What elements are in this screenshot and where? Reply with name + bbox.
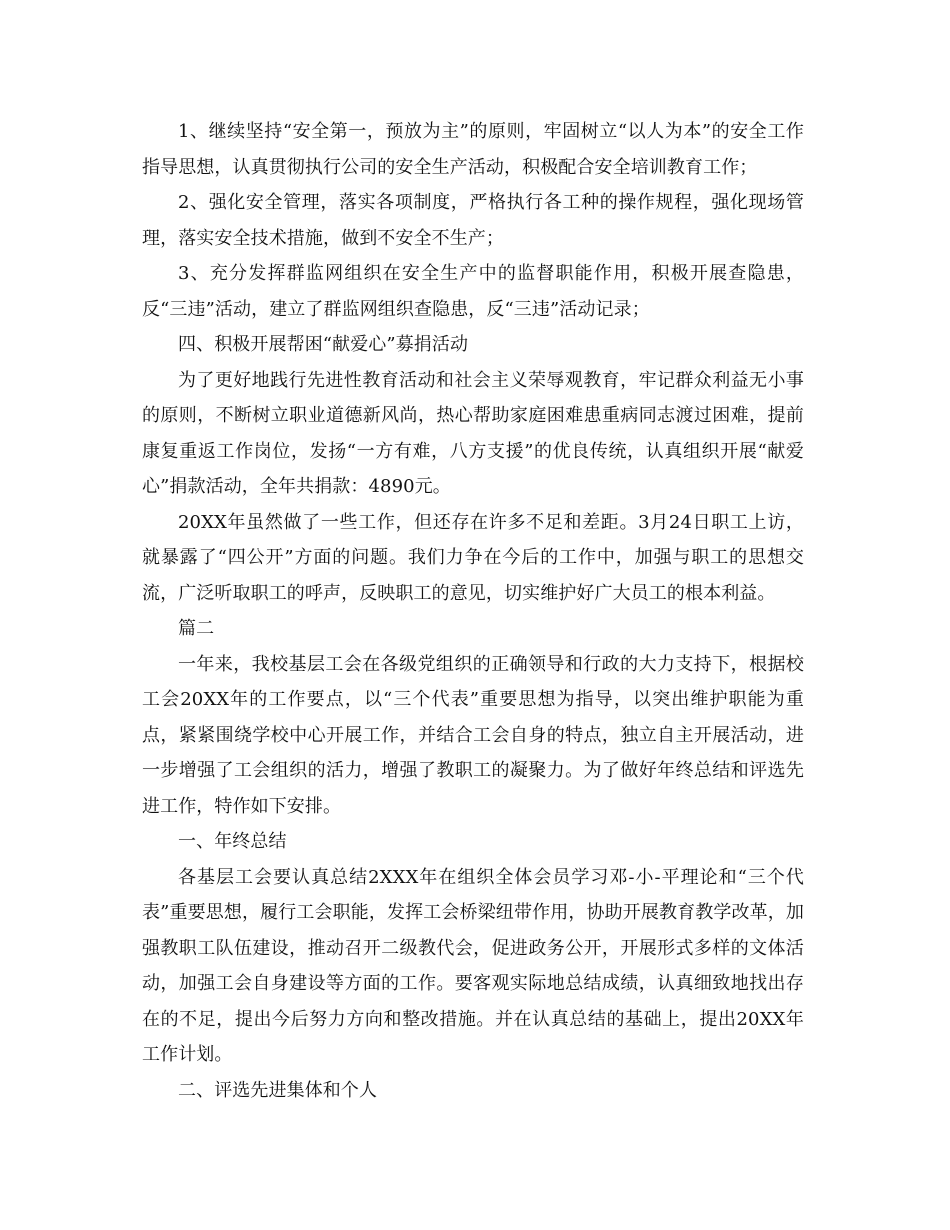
paragraph-summary-requirements: 各基层工会要认真总结2XXX年在组织全体会员学习邓-小-平理论和“三个代表”重要思想，履行工会职能，发挥工会桥梁纽带作用，协助开展教育教学改革，加强教职工队伍建设，推动召开二级教代会，促进政务公开，开展形式多样的文体活动，加强工会自身建设等方面的工作。要客观实际地总结成绩，认真细致地找出存在的不足，提出今后努力方向和整改措施。并在认真总结的基础上，提出20XX年工作计划。 <box>142 866 804 1065</box>
paragraph-safety-principle: 1、继续坚持“安全第一，预放为主”的原则，牢固树立“以人为本”的安全工作指导思想，认真贯彻执行公司的安全生产活动，积极配合安全培训教育工作； <box>142 121 804 178</box>
section-heading-year-end-summary: 一、年终总结 <box>178 831 287 852</box>
document-body <box>142 114 804 1108</box>
section-heading-selection: 二、评选先进集体和个人 <box>178 1079 378 1101</box>
section-heading-donation: 四、积极开展帮困“献爱心”募捐活动 <box>178 334 469 355</box>
paragraph-donation-activity: 为了更好地践行先进性教育活动和社会主义荣辱观教育，牢记群众利益无小事的原则，不断树立职业道德新风尚，热心帮助家庭困难患重病同志渡过困难，提前康复重返工作岗位，发扬“一方有难，八方支援”的优良传统，认真组织开展“献爱心”捐款活动，全年共捐款：4890元。 <box>142 369 804 497</box>
paragraph-safety-management: 2、强化安全管理，落实各项制度，严格执行各工种的操作规程，强化现场管理，落实安全技术措施，做到不安全不生产； <box>142 192 804 249</box>
part-heading-chapter-two: 篇二 <box>178 618 215 639</box>
paragraph-supervision-network: 3、充分发挥群监网组织在安全生产中的监督职能作用，积极开展查隐患，反“三违”活动，建立了群监网组织查隐患，反“三违”活动记录； <box>142 263 804 320</box>
paragraph-shortcomings: 20XX年虽然做了一些工作，但还存在许多不足和差距。3月24日职工上访，就暴露了“四公开”方面的问题。我们力争在今后的工作中，加强与职工的思想交流，广泛听取职工的呼声，反映职工的意见，切实维护好广大员工的根本利益。 <box>142 511 804 604</box>
paragraph-union-overview: 一年来，我校基层工会在各级党组织的正确领导和行政的大力支持下，根据校工会20XX年的工作要点，以“三个代表”重要思想为指导，以突出维护职能为重点，紧紧围绕学校中心开展工作，并结合工会自身的特点，独立自主开展活动，进一步增强了工会组织的活力，增强了教职工的凝聚力。为了做好年终总结和评选先进工作，特作如下安排。 <box>142 653 804 817</box>
